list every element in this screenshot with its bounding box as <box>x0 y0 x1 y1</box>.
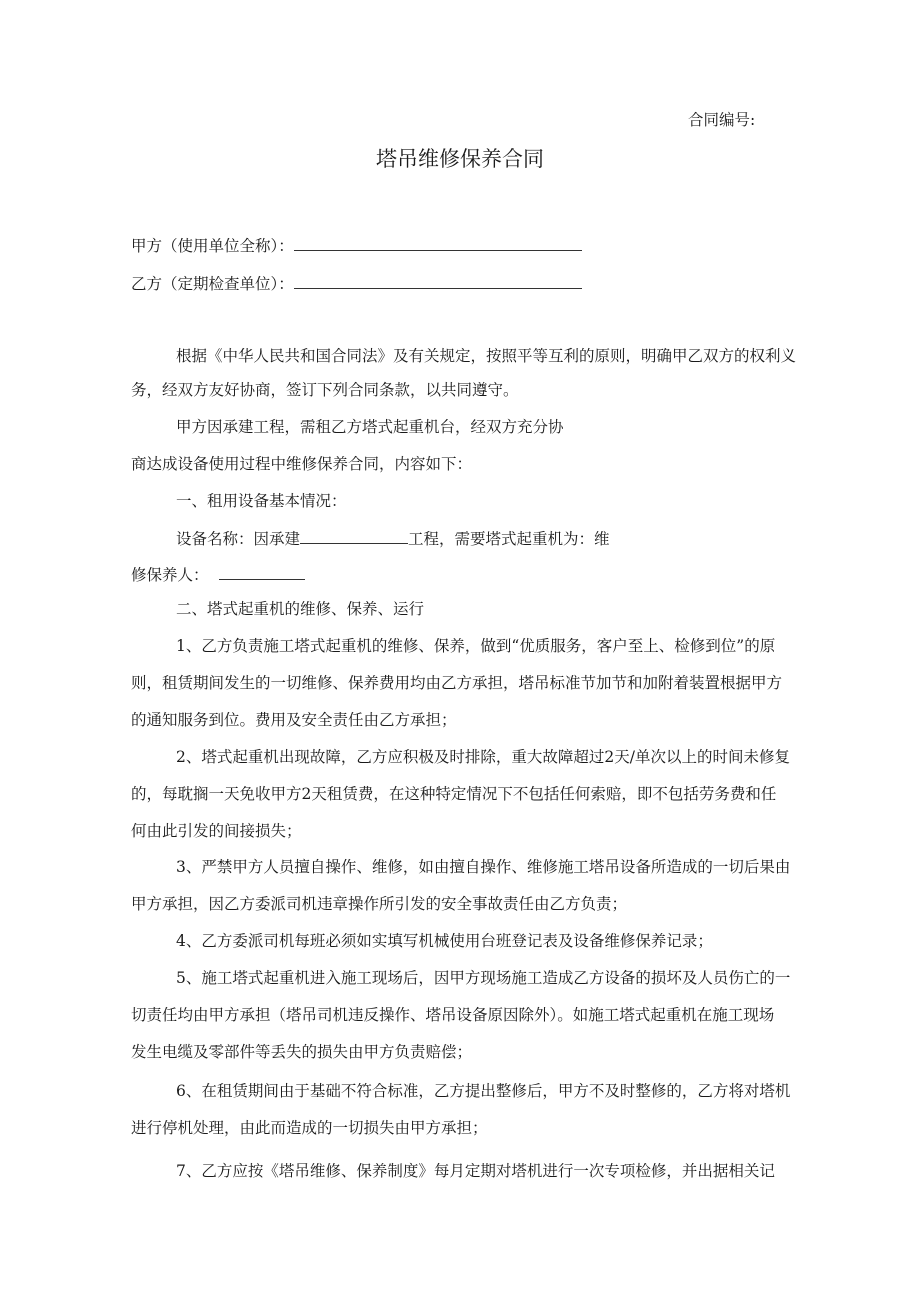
device-name-suffix: 工程，需要塔式起重机为：维 <box>408 530 610 548</box>
party-a-blank[interactable] <box>294 234 582 251</box>
party-a-label: 甲方（使用单位全称）： <box>131 237 294 255</box>
intro-line-3: 甲方因承建工程，需租乙方塔式起重机台，经双方充分协 <box>176 418 564 436</box>
clause-1-line-2: 则，租赁期间发生的一切维修、保养费用均由乙方承担，塔吊标准节加节和加附着装置根据甲方 <box>131 674 783 692</box>
clause-3-line-2: 甲方承担，因乙方委派司机违章操作所引发的安全事故责任由乙方负责； <box>131 895 628 913</box>
clause-5-line-1: 5、施工塔式起重机进入施工现场后，因甲方现场施工造成乙方设备的损坏及人员伤亡的一 <box>176 969 791 987</box>
clause-1-line-1: 1、乙方负责施工塔式起重机的维修、保养，做到“优质服务，客户至上、检修到位”的原 <box>176 637 776 655</box>
intro-line-1: 根据《中华人民共和国合同法》及有关规定，按照平等互利的原则，明确甲乙双方的权利义 <box>176 347 797 365</box>
clause-2-line-3: 何由此引发的间接损失； <box>131 822 302 840</box>
document-title: 塔吊维修保养合同 <box>376 147 544 171</box>
intro-line-4: 商达成设备使用过程中维修保养合同，内容如下： <box>131 455 473 473</box>
maintainer-label: 修保养人： <box>131 566 209 584</box>
party-b-row <box>131 272 582 294</box>
clause-2-line-1: 2、塔式起重机出现故障，乙方应积极及时排除，重大故障超过2天/单次以上的时间未修复 <box>176 748 790 766</box>
intro-line-2: 务，经双方友好协商，签订下列合同条款，以共同遵守。 <box>131 381 519 399</box>
project-name-blank[interactable] <box>300 527 408 544</box>
clause-7-line-1: 7、乙方应按《塔吊维修、保养制度》每月定期对塔机进行一次专项检修，并出据相关记 <box>176 1162 775 1180</box>
party-a-row <box>131 234 582 256</box>
clause-2-line-2: 的，每耽搁一天免收甲方2天租赁费，在这种特定情况下不包括任何索赔，即不包括劳务费和任 <box>131 785 777 803</box>
clause-3-line-1: 3、严禁甲方人员擅自操作、维修，如由擅自操作、维修施工塔吊设备所造成的一切后果由 <box>176 858 791 876</box>
maintainer-row <box>131 563 305 585</box>
device-name-prefix: 设备名称：因承建 <box>176 530 301 548</box>
section-2-heading: 二、塔式起重机的维修、保养、运行 <box>176 600 425 618</box>
clause-4-line-1: 4、乙方委派司机每班必须如实填写机械使用台班登记表及设备维修保养记录； <box>176 932 713 950</box>
party-b-blank[interactable] <box>294 272 582 289</box>
party-b-label: 乙方（定期检查单位）： <box>131 275 294 293</box>
section-1-heading: 一、租用设备基本情况： <box>176 492 347 510</box>
clause-6-line-1: 6、在租赁期间由于基础不符合标准，乙方提出整修后，甲方不及时整修的，乙方将对塔机 <box>176 1082 791 1100</box>
contract-number-label: 合同编号: <box>688 111 756 129</box>
maintainer-blank[interactable] <box>219 563 305 580</box>
clause-6-line-2: 进行停机处理，由此而造成的一切损失由甲方承担； <box>131 1119 488 1137</box>
clause-5-line-3: 发生电缆及零部件等丢失的损失由甲方负责赔偿； <box>131 1043 473 1061</box>
clause-1-line-3: 的通知服务到位。费用及安全责任由乙方承担； <box>131 711 457 729</box>
clause-5-line-2: 切责任均由甲方承担（塔吊司机违反操作、塔吊设备原因除外）。如施工塔式起重机在施工现场 <box>131 1006 775 1024</box>
device-name-row <box>176 527 610 549</box>
